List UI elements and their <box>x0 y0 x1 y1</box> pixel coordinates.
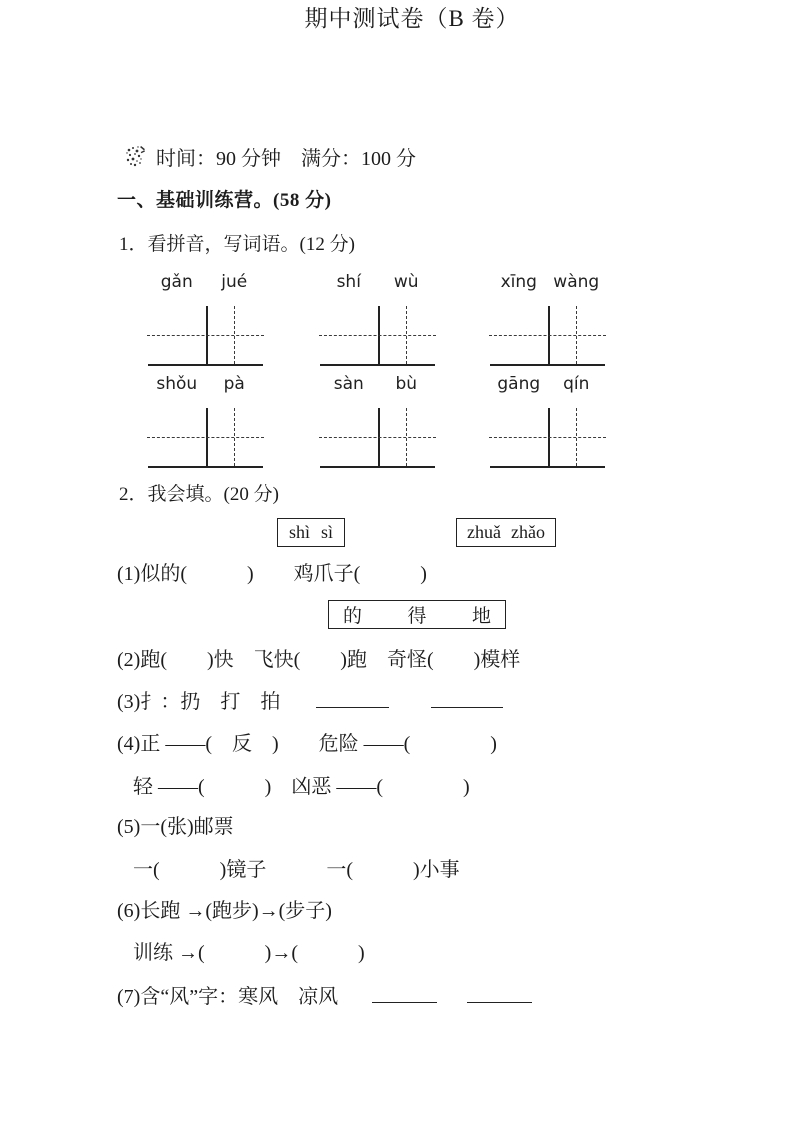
pinyin-syllable: qín <box>563 374 590 394</box>
sub-item-7-line <box>117 980 532 1009</box>
grid-dashed-midline <box>147 437 264 438</box>
de-particle-choice-box <box>328 600 506 629</box>
pinyin-pair-shou-pa <box>148 374 263 394</box>
writing-grid <box>148 408 263 468</box>
sub-item-1-line: (1)似的( ) 鸡爪子( ) <box>117 563 427 585</box>
pinyin-pair-gang-qin <box>490 374 605 394</box>
writing-grid <box>320 306 435 366</box>
question-2-label: 2．我会填。(20 分) <box>119 484 279 505</box>
pinyin-pair-gan-jue <box>148 272 263 292</box>
exam-meta-line <box>124 142 416 171</box>
pinyin-pair-san-bu <box>320 374 435 394</box>
pinyin-option: zhǎo <box>510 522 545 542</box>
pinyin-syllable: gāng <box>497 374 541 394</box>
pinyin-choice-box-zhua-zhao <box>456 518 556 547</box>
question-1-label: 1．看拼音，写词语。(12 分) <box>119 234 355 255</box>
exam-meta-text: 时间：90 分钟 满分：100 分 <box>156 148 416 170</box>
sub-item-3-line <box>117 685 503 714</box>
section-1-heading <box>117 185 331 212</box>
sub-item-4-line-2: 轻 ——( ) 凶恶 ——( ) <box>133 776 470 798</box>
sub-item-5-line-2: 一( )镜子 一( )小事 <box>133 859 460 881</box>
ink-splatter-icon <box>124 144 147 169</box>
writing-grid <box>490 408 605 468</box>
pinyin-pair-shi-wu <box>320 272 435 292</box>
answer-blank-line <box>316 689 389 708</box>
pinyin-syllable: gǎn <box>160 272 193 292</box>
particle-option: 地 <box>471 606 491 627</box>
sub-item-6-line-1: (6)长跑 →(跑步)→(步子) <box>117 900 332 922</box>
grid-dashed-midline <box>489 437 606 438</box>
pinyin-syllable: xīng <box>500 272 537 292</box>
grid-dashed-midline <box>489 335 606 336</box>
sub-item-5-line-1: (5)一(张)邮票 <box>117 816 234 838</box>
pinyin-option: zhuǎ <box>467 522 501 542</box>
particle-option: 的 <box>343 606 363 627</box>
sub-item-2-line: (2)跑( )快 飞快( )跑 奇怪( )模样 <box>117 649 521 671</box>
answer-blank-line <box>372 984 437 1003</box>
page-title: 期中测试卷（B 卷） <box>304 6 520 31</box>
pinyin-syllable: jué <box>221 272 248 292</box>
answer-blank-line <box>467 984 532 1003</box>
grid-dashed-midline <box>319 335 436 336</box>
pinyin-syllable: bù <box>395 374 418 394</box>
pinyin-syllable: wàng <box>553 272 600 292</box>
grid-dashed-midline <box>147 335 264 336</box>
writing-grid <box>490 306 605 366</box>
writing-grid <box>148 306 263 366</box>
sub-item-6-line-2: 训练 →( )→( ) <box>133 942 365 964</box>
sub-item-3-text: (3)扌：扔 打 拍 <box>117 691 281 713</box>
pinyin-choice-box-shi-si <box>277 518 345 547</box>
grid-dashed-midline <box>319 437 436 438</box>
answer-blank-line <box>431 689 503 708</box>
pinyin-syllable: pà <box>223 374 245 394</box>
pinyin-syllable: sàn <box>333 374 364 394</box>
pinyin-pair-xing-wang <box>490 272 605 292</box>
pinyin-syllable: shí <box>336 272 361 292</box>
pinyin-option: sì <box>320 522 333 542</box>
pinyin-syllable: wù <box>393 272 419 292</box>
sub-item-7-text: (7)含“风”字：寒风 凉风 <box>117 986 339 1008</box>
section-1-heading-text: 一、基础训练营。 <box>117 190 274 211</box>
section-1-heading-score: (58 分) <box>273 190 332 211</box>
sub-item-4-line-1: (4)正 ——( 反 ) 危险 ——( ) <box>117 733 497 755</box>
pinyin-option: shì <box>288 522 310 542</box>
pinyin-syllable: shǒu <box>156 374 198 394</box>
particle-option: 得 <box>407 606 427 627</box>
writing-grid <box>320 408 435 468</box>
